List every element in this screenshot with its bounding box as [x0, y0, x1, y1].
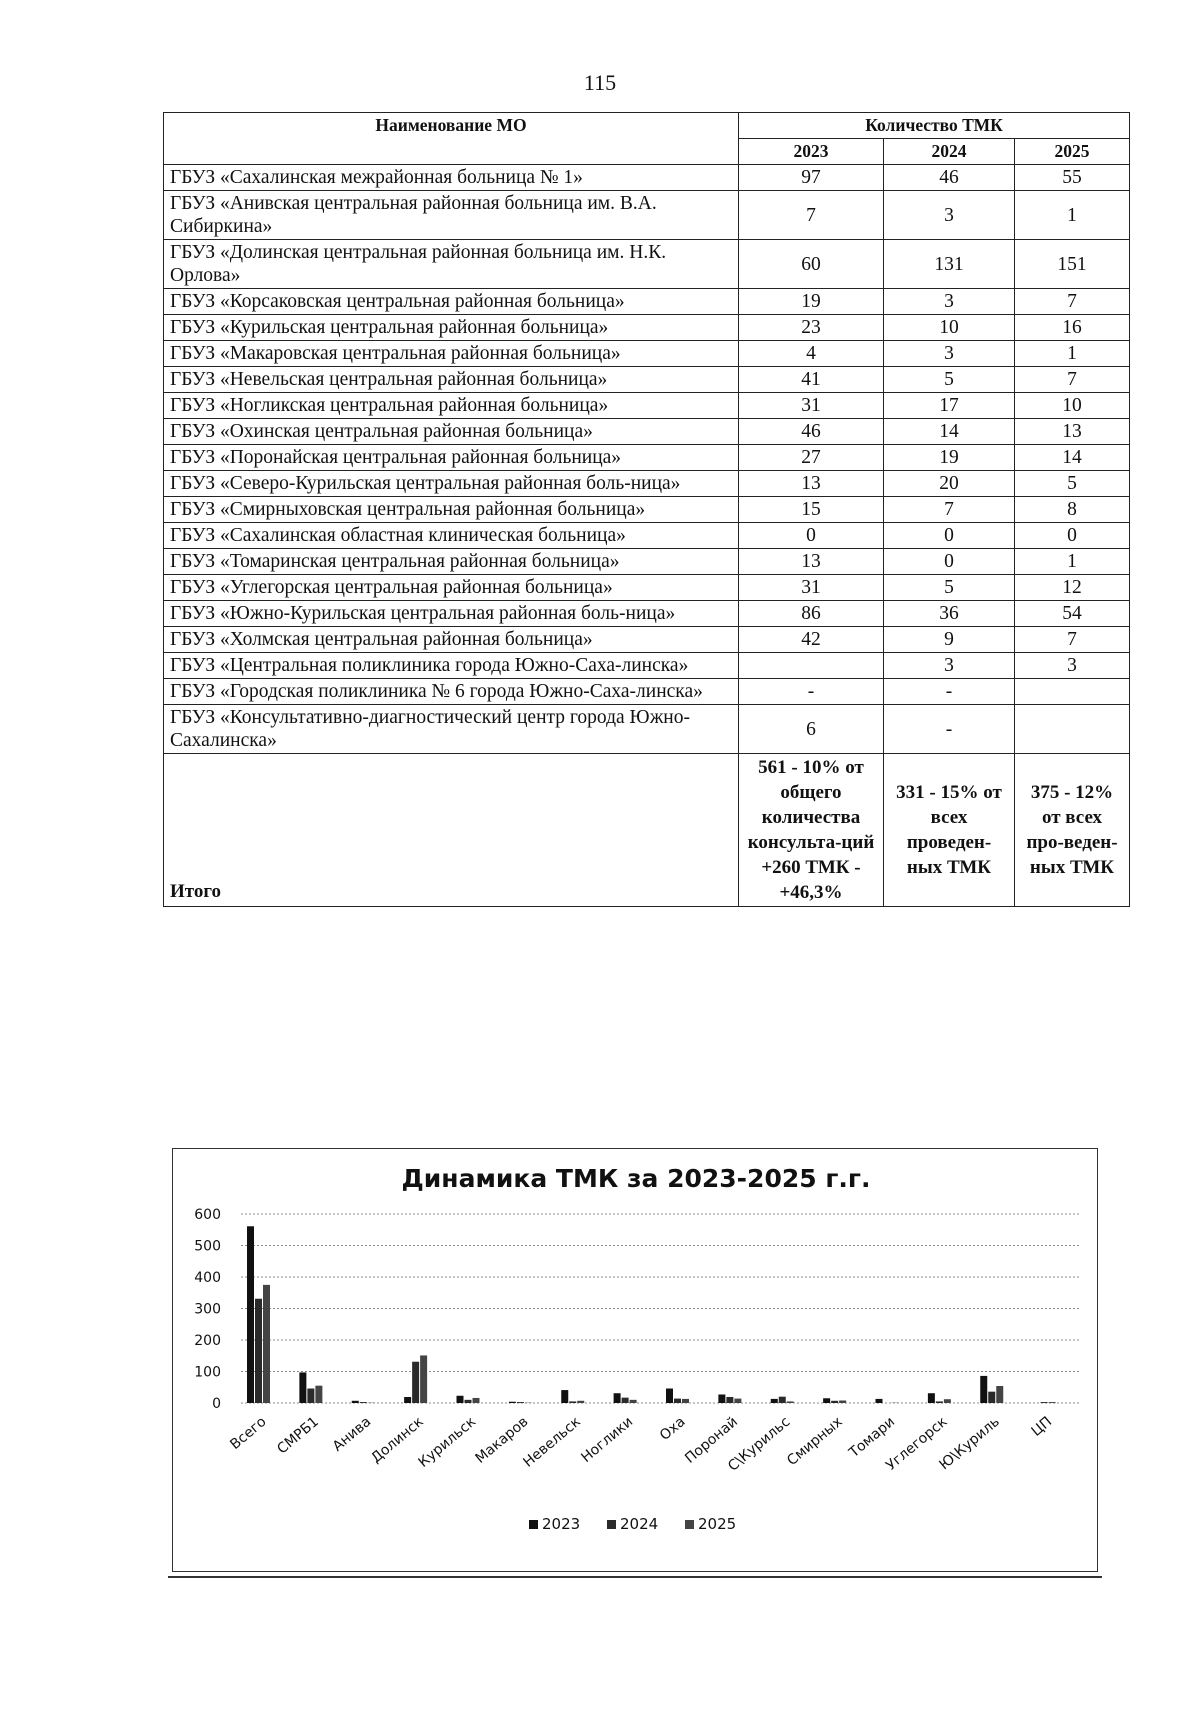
tmk-count-2025	[1015, 705, 1130, 754]
mo-name: ГБУЗ «Южно-Курильская центральная районная боль-ница»	[164, 601, 739, 627]
mo-name: ГБУЗ «Томаринская центральная районная больница»	[164, 549, 739, 575]
x-tick-label: Анива	[329, 1413, 375, 1455]
tmk-count-2024: 5	[884, 367, 1015, 393]
tmk-count-2025: 1	[1015, 341, 1130, 367]
mo-name: ГБУЗ «Корсаковская центральная районная больница»	[164, 289, 739, 315]
bar-2025	[473, 1398, 480, 1403]
chart-bottom-rule	[168, 1576, 1102, 1578]
legend-swatch-2024	[607, 1520, 616, 1529]
table-row	[164, 705, 1130, 754]
bar-2025	[996, 1386, 1003, 1403]
header-year-2023: 2023	[739, 139, 884, 165]
tmk-count-2024: 9	[884, 627, 1015, 653]
y-tick-label: 400	[194, 1270, 221, 1286]
tmk-count-2023: 13	[739, 549, 884, 575]
tmk-count-2024: 131	[884, 240, 1015, 289]
bar-2024	[360, 1402, 367, 1403]
bar-2024	[831, 1401, 838, 1403]
bar-2023	[718, 1394, 725, 1403]
table-row	[164, 289, 1130, 315]
bar-2023	[823, 1398, 830, 1403]
header-name: Наименование МО	[164, 113, 739, 165]
bar-2024	[255, 1299, 262, 1403]
mo-name: ГБУЗ «Макаровская центральная районная больница»	[164, 341, 739, 367]
table-row	[164, 315, 1130, 341]
tmk-count-2024: 19	[884, 445, 1015, 471]
tmk-count-2025	[1015, 679, 1130, 705]
y-tick-label: 600	[194, 1207, 221, 1223]
tmk-count-2023: 23	[739, 315, 884, 341]
chart-title: Динамика ТМК за 2023-2025 г.г.	[401, 1164, 871, 1193]
bar-2024	[307, 1389, 314, 1403]
bar-2023	[561, 1390, 568, 1403]
mo-name: ГБУЗ «Консультативно-диагностический центр города Южно-Сахалинска»	[164, 705, 739, 754]
bar-2023	[352, 1401, 359, 1403]
bar-2025	[787, 1401, 794, 1403]
tmk-count-2023: 97	[739, 165, 884, 191]
mo-name: ГБУЗ «Городская поликлиника № 6 города Южно-Саха-линска»	[164, 679, 739, 705]
mo-name: ГБУЗ «Смирныховская центральная районная больница»	[164, 497, 739, 523]
tmk-count-2024: 36	[884, 601, 1015, 627]
chart-frame	[172, 1148, 1098, 1572]
bar-2024	[622, 1398, 629, 1403]
tmk-count-2024: 3	[884, 653, 1015, 679]
tmk-count-2025: 0	[1015, 523, 1130, 549]
table-row	[164, 393, 1130, 419]
tmk-count-2023: 46	[739, 419, 884, 445]
tmk-count-2023: 41	[739, 367, 884, 393]
tmk-count-2023	[739, 653, 884, 679]
page-number: 115	[583, 70, 617, 95]
tmk-count-2023: 4	[739, 341, 884, 367]
bar-2025	[682, 1399, 689, 1403]
x-tick-label: Ноглики	[578, 1413, 637, 1466]
legend-label-2025: 2025	[698, 1515, 737, 1533]
total-2025: 375 - 12% от всех про-веден-ных ТМК	[1015, 754, 1130, 907]
tmk-count-2023: 13	[739, 471, 884, 497]
tmk-count-2024: 10	[884, 315, 1015, 341]
x-tick-label: Долинск	[368, 1413, 427, 1467]
y-tick-label: 300	[194, 1301, 221, 1318]
bar-2025	[839, 1400, 846, 1403]
mo-name: ГБУЗ «Центральная поликлиника города Южно-Саха-линска»	[164, 653, 739, 679]
bar-2024	[988, 1392, 995, 1403]
x-tick-label: Смирных	[784, 1413, 846, 1470]
mo-name: ГБУЗ «Поронайская центральная районная больница»	[164, 445, 739, 471]
mo-name: ГБУЗ «Охинская центральная районная больница»	[164, 419, 739, 445]
bar-2024	[726, 1397, 733, 1403]
tmk-count-2024: 20	[884, 471, 1015, 497]
x-tick-label: Томари	[846, 1413, 899, 1461]
y-tick-label: 200	[194, 1333, 221, 1349]
x-tick-label: Невельск	[520, 1413, 584, 1471]
table-row	[164, 419, 1130, 445]
tmk-count-2023: 31	[739, 393, 884, 419]
tmk-count-2024: 17	[884, 393, 1015, 419]
mo-name: ГБУЗ «Курильская центральная районная больница»	[164, 315, 739, 341]
tmk-count-2025: 7	[1015, 289, 1130, 315]
bar-2023	[666, 1389, 673, 1403]
tmk-count-2023: 7	[739, 191, 884, 240]
mo-name: ГБУЗ «Сахалинская межрайонная больница № 1»	[164, 165, 739, 191]
tmk-count-2025: 151	[1015, 240, 1130, 289]
tmk-count-2023: 0	[739, 523, 884, 549]
bar-2024	[674, 1399, 681, 1403]
tmk-count-2025: 3	[1015, 653, 1130, 679]
tmk-count-2024: 3	[884, 341, 1015, 367]
header-year-2024: 2024	[884, 139, 1015, 165]
bar-2023	[876, 1399, 883, 1403]
bar-2025	[734, 1399, 741, 1403]
tmk-count-2024: -	[884, 679, 1015, 705]
x-tick-label: СМРБ1	[274, 1413, 322, 1458]
tmk-count-2024: 0	[884, 523, 1015, 549]
tmk-count-2024: 5	[884, 575, 1015, 601]
table-row	[164, 165, 1130, 191]
mo-name: ГБУЗ «Холмская центральная районная больница»	[164, 627, 739, 653]
bar-2024	[1041, 1402, 1048, 1403]
tmk-count-2025: 14	[1015, 445, 1130, 471]
bar-2024	[465, 1400, 472, 1403]
x-tick-label: Поронай	[682, 1413, 741, 1467]
table-row	[164, 240, 1130, 289]
bar-2025	[944, 1399, 951, 1403]
legend-swatch-2023	[529, 1520, 538, 1529]
tmk-count-2024: 14	[884, 419, 1015, 445]
mo-name: ГБУЗ «Невельская центральная районная больница»	[164, 367, 739, 393]
bar-2023	[247, 1226, 254, 1403]
header-year-2025: 2025	[1015, 139, 1130, 165]
y-tick-label: 500	[194, 1238, 221, 1255]
table-row	[164, 471, 1130, 497]
x-tick-label: Макаров	[472, 1413, 532, 1467]
tmk-count-2023: 6	[739, 705, 884, 754]
x-tick-label: ЦП	[1028, 1413, 1056, 1440]
bar-2025	[630, 1400, 637, 1403]
tmk-count-2024: 7	[884, 497, 1015, 523]
bar-2025	[577, 1401, 584, 1403]
tmk-count-2023: 19	[739, 289, 884, 315]
tmk-count-2025: 12	[1015, 575, 1130, 601]
tmk-count-2023: 27	[739, 445, 884, 471]
tmk-count-2024: 3	[884, 191, 1015, 240]
bar-2023	[509, 1402, 516, 1403]
mo-name: ГБУЗ «Сахалинская областная клиническая больница»	[164, 523, 739, 549]
mo-name: ГБУЗ «Долинская центральная районная больница им. Н.К. Орлова»	[164, 240, 739, 289]
bar-2024	[936, 1401, 943, 1403]
tmk-count-2024: 3	[884, 289, 1015, 315]
bar-2023	[299, 1372, 306, 1403]
x-tick-label: Углегорск	[883, 1413, 951, 1474]
total-row	[164, 754, 1130, 907]
table-row	[164, 601, 1130, 627]
mo-name: ГБУЗ «Анивская центральная районная больница им. В.А. Сибиркина»	[164, 191, 739, 240]
total-2023: 561 - 10% от общего количества консульта-ций +260 ТМК - +46,3%	[739, 754, 884, 907]
bar-2023	[771, 1399, 778, 1403]
bar-2024	[412, 1362, 419, 1403]
table-row	[164, 523, 1130, 549]
bar-2024	[517, 1402, 524, 1403]
total-label: Итого	[164, 754, 739, 907]
mo-name: ГБУЗ «Ногликская центральная районная больница»	[164, 393, 739, 419]
tmk-count-2025: 16	[1015, 315, 1130, 341]
table-row	[164, 679, 1130, 705]
tmk-count-2024: -	[884, 705, 1015, 754]
tmk-count-2023: -	[739, 679, 884, 705]
tmk-count-2025: 1	[1015, 549, 1130, 575]
tmk-count-2023: 42	[739, 627, 884, 653]
tmk-count-2023: 60	[739, 240, 884, 289]
y-tick-label: 0	[212, 1396, 221, 1412]
bar-2023	[614, 1393, 621, 1403]
tmk-count-2025: 10	[1015, 393, 1130, 419]
tmk-table	[163, 112, 1130, 907]
x-tick-label: Ю\Куриль	[936, 1413, 1003, 1474]
tmk-count-2023: 31	[739, 575, 884, 601]
tmk-count-2024: 46	[884, 165, 1015, 191]
table-row	[164, 367, 1130, 393]
tmk-count-2025: 7	[1015, 627, 1130, 653]
x-tick-label: Оха	[656, 1413, 689, 1444]
mo-name: ГБУЗ «Углегорская центральная районная больница»	[164, 575, 739, 601]
header-group: Количество ТМК	[739, 113, 1130, 139]
tmk-count-2023: 15	[739, 497, 884, 523]
table-row	[164, 627, 1130, 653]
x-tick-label: Всего	[227, 1413, 270, 1453]
table-row	[164, 191, 1130, 240]
total-2024: 331 - 15% от всех проведен-ных ТМК	[884, 754, 1015, 907]
legend-label-2023: 2023	[542, 1515, 581, 1533]
bar-2023	[928, 1393, 935, 1403]
tmk-count-2025: 8	[1015, 497, 1130, 523]
tmk-chart	[173, 1149, 1099, 1573]
tmk-count-2025: 13	[1015, 419, 1130, 445]
legend-label-2024: 2024	[620, 1515, 659, 1533]
tmk-count-2025: 55	[1015, 165, 1130, 191]
bar-2023	[404, 1397, 411, 1403]
tmk-count-2023: 86	[739, 601, 884, 627]
tmk-count-2025: 54	[1015, 601, 1130, 627]
bar-2025	[263, 1285, 270, 1403]
bar-2024	[569, 1401, 576, 1403]
bar-2023	[980, 1376, 987, 1403]
table-row	[164, 445, 1130, 471]
table-row	[164, 653, 1130, 679]
mo-name: ГБУЗ «Северо-Курильская центральная районная боль-ница»	[164, 471, 739, 497]
table-row	[164, 549, 1130, 575]
tmk-count-2024: 0	[884, 549, 1015, 575]
legend-swatch-2025	[685, 1520, 694, 1529]
x-tick-label: Курильск	[415, 1413, 480, 1471]
bar-2025	[420, 1355, 427, 1403]
x-tick-label: С\Курильс	[725, 1413, 794, 1475]
bar-2025	[315, 1386, 322, 1403]
tmk-count-2025: 7	[1015, 367, 1130, 393]
bar-2023	[457, 1396, 464, 1403]
bar-2025	[1049, 1402, 1056, 1403]
table-row	[164, 497, 1130, 523]
bar-2024	[779, 1397, 786, 1403]
table-row	[164, 341, 1130, 367]
tmk-count-2025: 5	[1015, 471, 1130, 497]
table-row	[164, 575, 1130, 601]
tmk-count-2025: 1	[1015, 191, 1130, 240]
y-tick-label: 100	[194, 1364, 221, 1381]
